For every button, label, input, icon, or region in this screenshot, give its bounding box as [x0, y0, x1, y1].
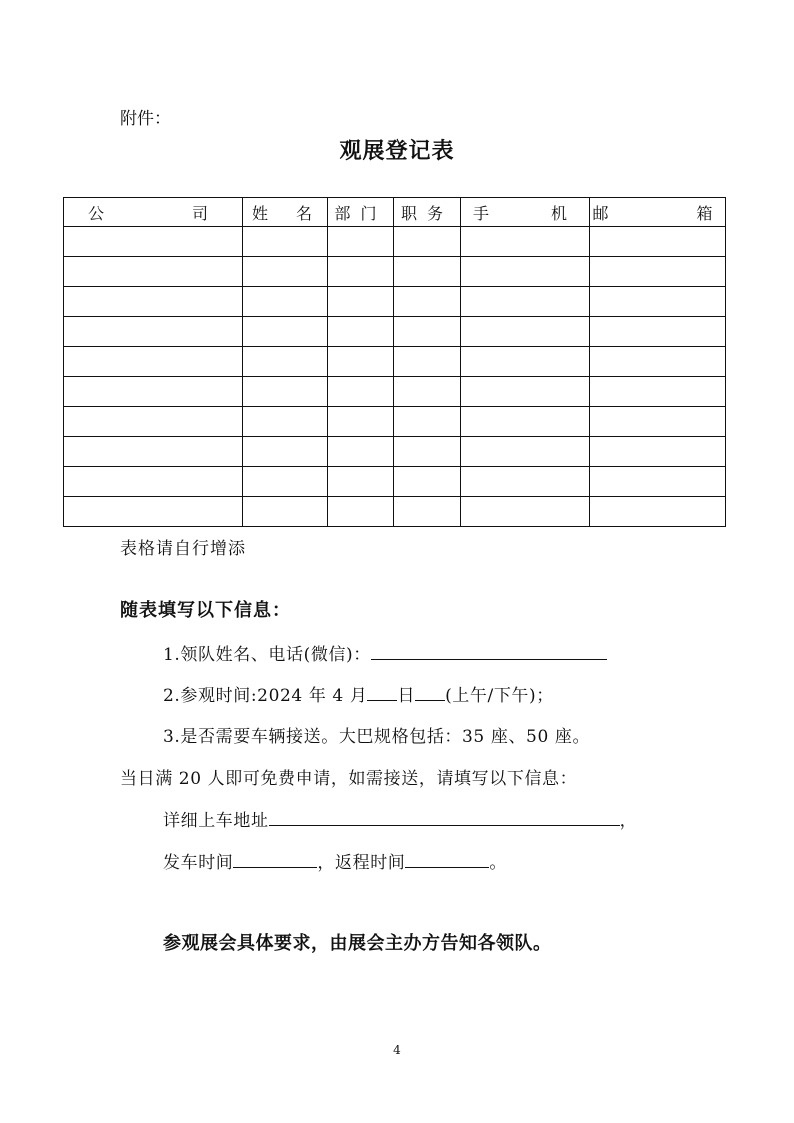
- pickup-address-item: [163, 806, 637, 831]
- table-cell[interactable]: [590, 437, 726, 467]
- table-cell[interactable]: [328, 287, 394, 317]
- table-cell[interactable]: [243, 437, 328, 467]
- table-row: [64, 497, 726, 527]
- table-cell[interactable]: [64, 407, 243, 437]
- table-cell[interactable]: [64, 287, 243, 317]
- visit-time-label: 2.参观时间:2024 年 4 月: [163, 686, 368, 706]
- table-row: [64, 407, 726, 437]
- table-cell[interactable]: [394, 347, 461, 377]
- page-number: 4: [393, 1043, 401, 1057]
- pickup-address-blank[interactable]: [269, 807, 620, 826]
- departure-time-blank[interactable]: [233, 849, 317, 868]
- table-cell[interactable]: [590, 287, 726, 317]
- table-cell[interactable]: [394, 227, 461, 257]
- table-cell[interactable]: [590, 317, 726, 347]
- attachment-label: 附件：: [120, 109, 171, 129]
- return-time-label: ，返程时间: [317, 853, 406, 873]
- table-cell[interactable]: [64, 437, 243, 467]
- shuttle-item-continuation: 当日满 20 人即可免费申请，如需接送，请填写以下信息：: [120, 769, 578, 789]
- shuttle-time-item: [163, 848, 507, 873]
- closing-note: 参观展会具体要求，由展会主办方告知各领队。: [163, 933, 552, 954]
- table-cell[interactable]: [590, 227, 726, 257]
- table-cell[interactable]: [64, 227, 243, 257]
- table-cell[interactable]: [461, 287, 590, 317]
- table-cell[interactable]: [64, 317, 243, 347]
- departure-time-label: 发车时间: [163, 853, 234, 873]
- table-cell[interactable]: [461, 407, 590, 437]
- table-row: [64, 377, 726, 407]
- table-cell[interactable]: [328, 497, 394, 527]
- shuttle-item: 3.是否需要车辆接送。大巴规格包括：35 座、50 座。: [163, 727, 591, 747]
- column-header-position: 职务: [394, 198, 461, 227]
- visit-day-blank[interactable]: [367, 682, 397, 701]
- table-cell[interactable]: [461, 437, 590, 467]
- table-cell[interactable]: [64, 257, 243, 287]
- table-cell[interactable]: [328, 317, 394, 347]
- table-row: [64, 257, 726, 287]
- table-cell[interactable]: [243, 257, 328, 287]
- table-cell[interactable]: [394, 257, 461, 287]
- table-cell[interactable]: [590, 407, 726, 437]
- visit-time-item: [163, 681, 554, 706]
- table-cell[interactable]: [328, 257, 394, 287]
- table-cell[interactable]: [243, 317, 328, 347]
- table-cell[interactable]: [394, 437, 461, 467]
- visit-period-options: (上午/下午)；: [445, 686, 554, 706]
- table-header-row: [64, 198, 726, 227]
- table-cell[interactable]: [328, 437, 394, 467]
- table-cell[interactable]: [461, 227, 590, 257]
- visit-day-label: 日: [397, 686, 416, 706]
- table-cell[interactable]: [328, 467, 394, 497]
- table-cell[interactable]: [461, 347, 590, 377]
- table-cell[interactable]: [461, 377, 590, 407]
- pickup-address-suffix: ，: [619, 811, 638, 831]
- table-cell[interactable]: [328, 377, 394, 407]
- return-time-blank[interactable]: [405, 849, 489, 868]
- table-cell[interactable]: [394, 497, 461, 527]
- column-header-mobile: 手 机: [461, 198, 590, 227]
- table-cell[interactable]: [328, 407, 394, 437]
- table-cell[interactable]: [394, 407, 461, 437]
- table-row: [64, 227, 726, 257]
- table-row: [64, 347, 726, 377]
- table-cell[interactable]: [461, 467, 590, 497]
- table-row: [64, 467, 726, 497]
- table-cell[interactable]: [64, 347, 243, 377]
- table-body: [64, 227, 726, 527]
- column-header-company: 公 司: [64, 198, 243, 227]
- info-heading: 随表填写以下信息：: [120, 600, 291, 621]
- table-cell[interactable]: [590, 257, 726, 287]
- table-row: [64, 437, 726, 467]
- table-cell[interactable]: [64, 497, 243, 527]
- table-cell[interactable]: [394, 287, 461, 317]
- table-cell[interactable]: [328, 347, 394, 377]
- table-cell[interactable]: [243, 467, 328, 497]
- table-cell[interactable]: [590, 377, 726, 407]
- table-cell[interactable]: [590, 347, 726, 377]
- table-note: 表格请自行增添: [120, 539, 246, 559]
- table-cell[interactable]: [243, 287, 328, 317]
- form-title: 观展登记表: [339, 139, 455, 164]
- table-row: [64, 287, 726, 317]
- visit-period-blank[interactable]: [415, 682, 445, 701]
- leader-contact-item: [163, 640, 607, 665]
- table-cell[interactable]: [243, 377, 328, 407]
- table-cell[interactable]: [461, 497, 590, 527]
- pickup-address-label: 详细上车地址: [163, 811, 269, 831]
- return-time-suffix: 。: [489, 853, 508, 873]
- table-cell[interactable]: [590, 497, 726, 527]
- table-cell[interactable]: [394, 317, 461, 347]
- table-cell[interactable]: [64, 377, 243, 407]
- column-header-name: 姓 名: [243, 198, 328, 227]
- table-cell[interactable]: [394, 377, 461, 407]
- table-cell[interactable]: [394, 467, 461, 497]
- table-row: [64, 317, 726, 347]
- table-cell[interactable]: [243, 227, 328, 257]
- leader-contact-blank[interactable]: [371, 641, 607, 660]
- table-cell[interactable]: [461, 317, 590, 347]
- table-cell[interactable]: [243, 407, 328, 437]
- column-header-email: 邮 箱: [590, 198, 726, 227]
- table-cell[interactable]: [461, 257, 590, 287]
- table-cell[interactable]: [243, 347, 328, 377]
- column-header-department: 部门: [328, 198, 394, 227]
- table-cell[interactable]: [590, 467, 726, 497]
- table-cell[interactable]: [243, 497, 328, 527]
- table-cell[interactable]: [64, 467, 243, 497]
- registration-table: [63, 197, 726, 527]
- leader-contact-label: 1.领队姓名、电话(微信)：: [163, 645, 371, 665]
- table-cell[interactable]: [328, 227, 394, 257]
